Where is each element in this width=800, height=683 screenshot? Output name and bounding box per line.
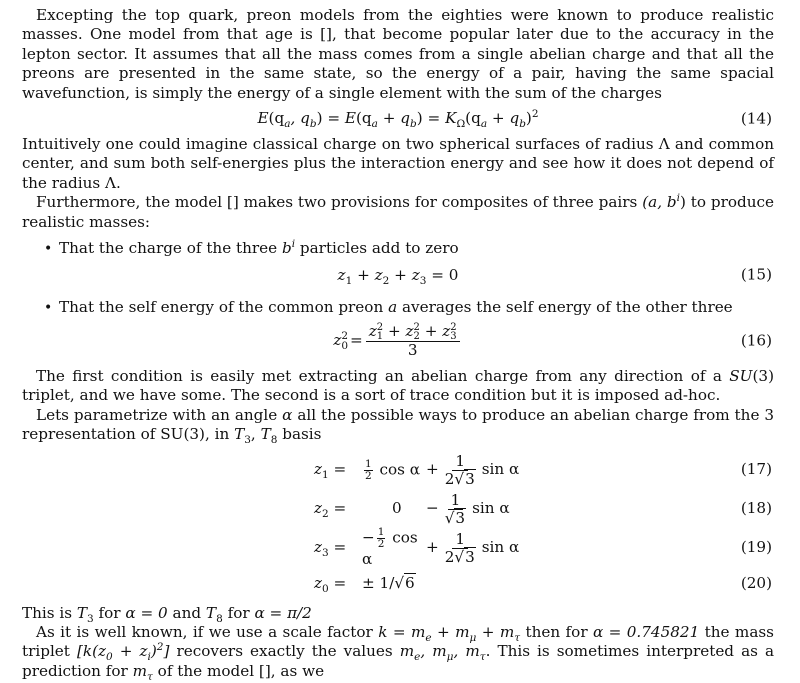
paragraph-parametrize: Lets parametrize with an angle α all the possible ways to produce an abelian charge from the 3 representation of SU(3), in $T_3$, $T_8$ basis <box>22 405 774 447</box>
equation-array-17-20 <box>22 451 774 600</box>
equation-16-body: z 2 0 = z 2 1 + z 2 2 + z 2 3 3 <box>333 323 462 359</box>
equation-15-body: $z_1 + z_2 + z_3 = 0$ <box>337 265 459 287</box>
equation-number: (18) <box>740 499 772 518</box>
equation-20: $z_0$ = ± 1/√6 (20) <box>314 573 772 595</box>
paragraph-preon-intro: Excepting the top quark, preon models from the eighties were known to produce realistic masses. One model from that age is [], that become popular later due to the accuracy in the lepton sector. It assumes that all the mass comes from a single abelian charge and that all the preons are presented in the same state, so the energy of a pair, having the same spacial wavefunction, is simply the energy of a single element with the sum of the charges <box>22 6 774 102</box>
equation-16 <box>22 319 774 363</box>
bullet-text: That the charge of the three $b^i$ particles add to zero <box>59 238 459 258</box>
bullet-icon: • <box>44 241 53 258</box>
fraction: z 2 1 + z 2 2 + z 2 3 3 <box>366 323 460 359</box>
equation-15 <box>22 259 774 291</box>
paragraph-provisions: Furthermore, the model [] makes two provisions for composites of three pairs (a, $b^i$) to produce realistic masses: <box>22 192 775 231</box>
equation-number: (14) <box>740 109 772 128</box>
bullet-item-self-energy <box>44 298 774 318</box>
equation-17: $z_1$ = $\frac{1}{2}$ cos α + $\frac{1}{2√3}$ sin α (17) <box>314 451 772 488</box>
paragraph-intuition: Intuitively one could imagine classical charge on two spherical surfaces of radius Λ and common center, and sum both self-energies plus the interaction energy and see how it does not depend of the radius Λ. <box>22 135 774 192</box>
equation-14-body: $E(q_a$, $q_b) = E(q_a + q_b) = K_\Omega(q_a + q_b)^2$ <box>257 108 539 131</box>
paragraph-mass-triplet: As it is well known, if we use a scale factor $k = m_e + m_\mu + m_\tau$ then for α = 0.745821 the mass triplet $[k(z_0 + z_i)^2]$ recovers exactly the values $m_e$, $m_\mu$, $m_\tau$. This is sometimes interpreted as a prediction for $m_\tau$ of the model [], as we <box>22 622 775 683</box>
equation-14 <box>22 103 774 135</box>
equation-number: (19) <box>740 538 772 557</box>
bullet-text: That the self energy of the common preon a averages the self energy of the other three <box>59 298 733 317</box>
equation-number: (17) <box>740 460 772 479</box>
bullet-icon: • <box>44 300 53 317</box>
equation-number: (15) <box>740 265 772 284</box>
equation-number: (20) <box>740 573 772 592</box>
paragraph-t3-t8: This is $T_3$ for α = 0 and $T_8$ for α = π/2 <box>22 603 312 625</box>
paragraph-first-condition: The first condition is easily met extracting an abelian charge from any direction of a SU(3) triplet, and we have some. The second is a sort of trace condition but it is imposed ad-hoc. <box>22 366 774 405</box>
paper-page <box>22 6 774 681</box>
equation-19: $z_3$ = − $\frac{1}{2}$ cos α + $\frac{1}{2√3}$ sin α (19) <box>314 525 772 568</box>
equation-18: $z_2$ = 0 − $\frac{1}{√3}$ sin α (18) <box>314 490 772 527</box>
bullet-item-charge <box>44 239 774 259</box>
equation-number: (16) <box>740 331 772 350</box>
